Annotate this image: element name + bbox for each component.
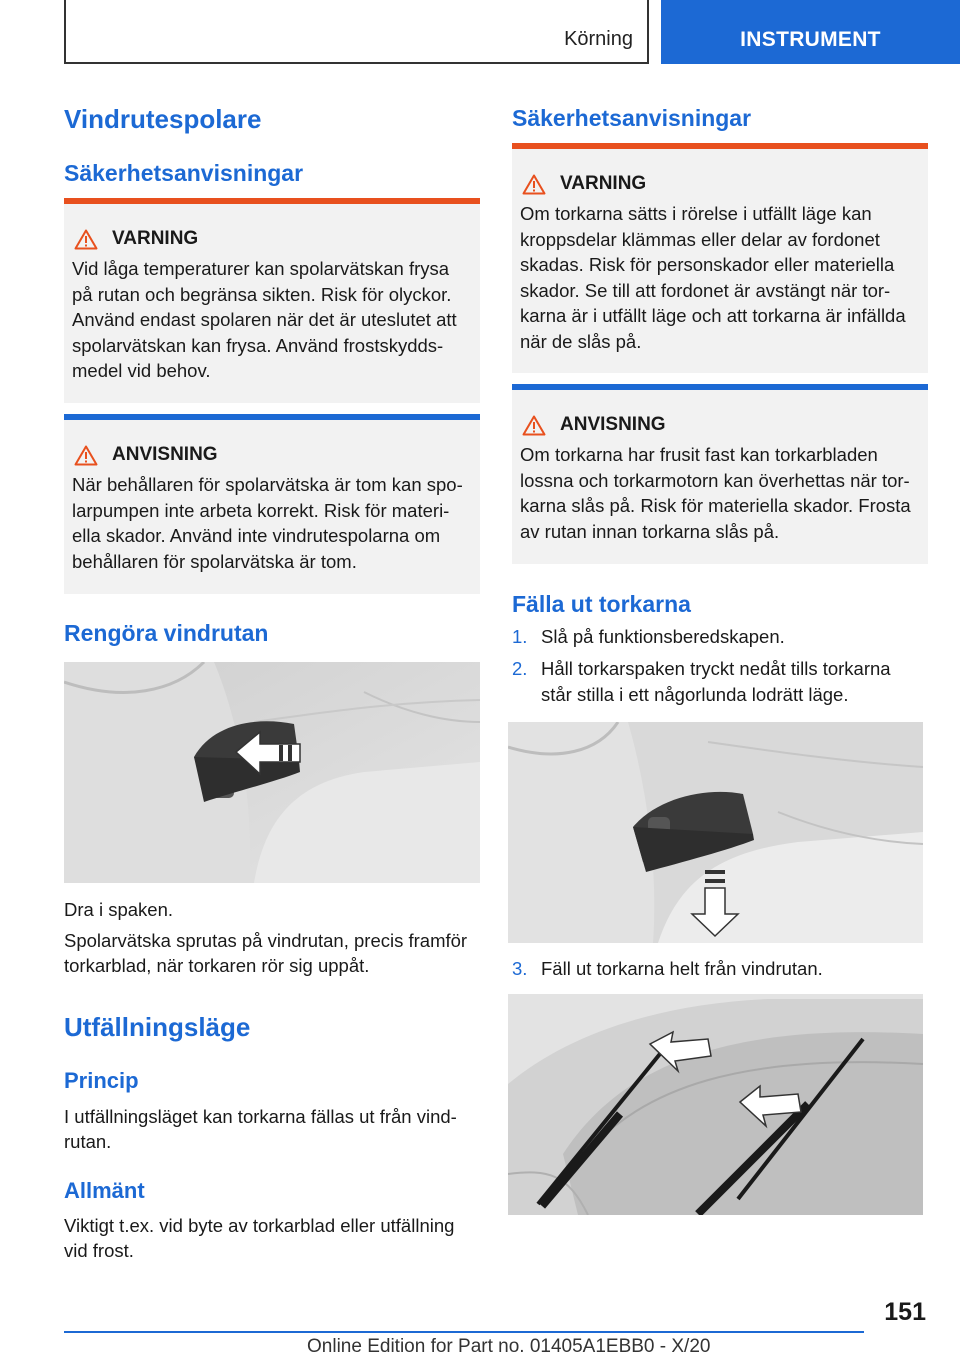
text-line: medel vid behov. <box>72 360 211 381</box>
lever-down-drawing <box>508 722 923 943</box>
text-line: larpumpen inte arbeta korrekt. Risk för materi- <box>72 499 450 521</box>
note-title-left <box>74 444 472 466</box>
fold-out-heading: Fälla ut torkarna <box>512 591 691 617</box>
fold-heading-block <box>64 1012 480 1043</box>
text-line: karna slås på. Risk för materiella skador. Frosta <box>520 495 911 516</box>
safety-heading-left: Säkerhetsanvisningar <box>64 160 304 186</box>
text-line: Spolarvätska sprutas på vindrutan, precis framför <box>64 930 468 951</box>
footer-divider <box>64 1331 864 1333</box>
warning-triangle-icon <box>74 229 98 250</box>
text-line: spolarvätskan kan frysa. Använd frostskydds- <box>72 334 444 356</box>
text-line: torkarblad, när torkaren rör sig uppåt. <box>64 955 370 976</box>
lever-pull-illustration <box>64 662 480 883</box>
note-box-right <box>512 384 928 564</box>
warning-text-right <box>520 201 920 354</box>
text-line: Håll torkarspaken tryckt nedåt tills torkarna <box>541 658 891 679</box>
warning-text-left <box>72 256 472 384</box>
notice-triangle-icon <box>74 445 98 466</box>
clean-heading: Rengöra vindrutan <box>64 620 269 646</box>
text-line: när de slås på. <box>520 330 642 352</box>
notice-triangle-icon <box>522 415 546 436</box>
text-line: vid frost. <box>64 1240 134 1261</box>
warning-title-right <box>522 173 920 195</box>
text-line: I utfällningsläget kan torkarna fällas ut från vind- <box>64 1106 457 1127</box>
lever-pull-drawing <box>64 662 480 883</box>
lever-down-illustration <box>508 722 923 943</box>
text-line: Om torkarna sätts i rörelse i utfällt läge kan <box>520 203 872 224</box>
note-text-right <box>520 442 920 544</box>
clean-step: Dra i spaken. <box>64 899 173 920</box>
text-line: skador. Se till att fordonet är avstängt när tor- <box>520 279 891 301</box>
wipers-fold-out-drawing <box>508 994 923 1215</box>
step-number: 1. <box>512 626 528 647</box>
list-item <box>512 656 928 707</box>
text-line: behållaren för spolarvätska är tom. <box>72 550 357 572</box>
warning-box-left <box>64 198 480 403</box>
note-text-left <box>72 472 472 574</box>
text-line: Slå på funktionsberedskapen. <box>541 626 785 647</box>
note-label-right: ANVISNING <box>560 414 666 435</box>
text-line: ella skador. Använd inte vindrutespolarna om <box>72 525 441 546</box>
page-title-block <box>64 104 480 135</box>
text-line: Viktigt t.ex. vid byte av torkarblad eller utfällning <box>64 1215 455 1236</box>
warning-box-right <box>512 143 928 373</box>
clean-description <box>64 928 480 978</box>
note-label-left: ANVISNING <box>112 444 218 465</box>
section-tab-label: INSTRUMENT <box>740 28 881 51</box>
step-number: 2. <box>512 658 528 679</box>
safety-heading-right: Säkerhetsanvisningar <box>512 105 752 131</box>
text-line: Fäll ut torkarna helt från vindrutan. <box>541 958 823 979</box>
general-heading-block <box>64 1178 480 1204</box>
step-3 <box>512 956 928 982</box>
principle-heading-block <box>64 1068 480 1094</box>
edition-footer: Online Edition for Part no. 01405A1EBB0 - X/20 <box>307 1336 711 1357</box>
text-line: rutan. <box>64 1131 112 1152</box>
list-item <box>512 956 928 982</box>
text-line: Använd endast spolaren när det är uteslutet att <box>72 309 457 330</box>
warning-title-left <box>74 228 472 250</box>
general-text <box>64 1213 480 1263</box>
safety-heading-left-block <box>64 160 480 187</box>
text-line: När behållaren för spolarvätska är tom kan spo- <box>72 474 463 495</box>
text-line: på rutan och begränsa sikten. Risk för olyckor. <box>72 283 452 305</box>
page-number: 151 <box>884 1298 926 1326</box>
text-line: kroppsdelar klämmas eller delar av fordonet <box>520 228 880 250</box>
clean-heading-block <box>64 620 480 647</box>
text-line: karna är i utfällt läge och att torkarna är infällda <box>520 305 906 326</box>
wipers-fold-out-illustration <box>508 994 923 1215</box>
step-number: 3. <box>512 958 528 979</box>
fold-heading: Utfällningsläge <box>64 1012 251 1042</box>
principle-text <box>64 1104 480 1154</box>
list-item <box>512 624 928 650</box>
page-title: Vindrutespolare <box>64 104 262 134</box>
note-title-right <box>522 414 920 436</box>
chapter-tab-label: Körning <box>564 28 633 50</box>
general-heading: Allmänt <box>64 1178 145 1203</box>
step-2 <box>512 656 928 707</box>
safety-heading-right-block <box>512 105 928 132</box>
fold-out-heading-block <box>512 591 928 618</box>
text-line: Vid låga temperaturer kan spolarvätskan frysa <box>72 258 450 279</box>
principle-heading: Princip <box>64 1068 139 1093</box>
text-line: lossna och torkarmotorn kan överhettas när tor- <box>520 469 910 491</box>
text-line: står stilla i ett någorlunda lodrätt läge. <box>541 683 849 705</box>
step-1 <box>512 624 928 650</box>
text-line: Om torkarna har frusit fast kan torkarbladen <box>520 444 878 465</box>
warning-label-right: VARNING <box>560 173 647 194</box>
text-line: av rutan innan torkarna slås på. <box>520 520 780 542</box>
section-tab[interactable] <box>661 0 960 64</box>
text-line: skadas. Risk för personskador eller materiella <box>520 254 895 275</box>
warning-triangle-icon <box>522 174 546 195</box>
warning-label-left: VARNING <box>112 228 199 249</box>
chapter-tab[interactable] <box>64 0 649 64</box>
note-box-left <box>64 414 480 594</box>
